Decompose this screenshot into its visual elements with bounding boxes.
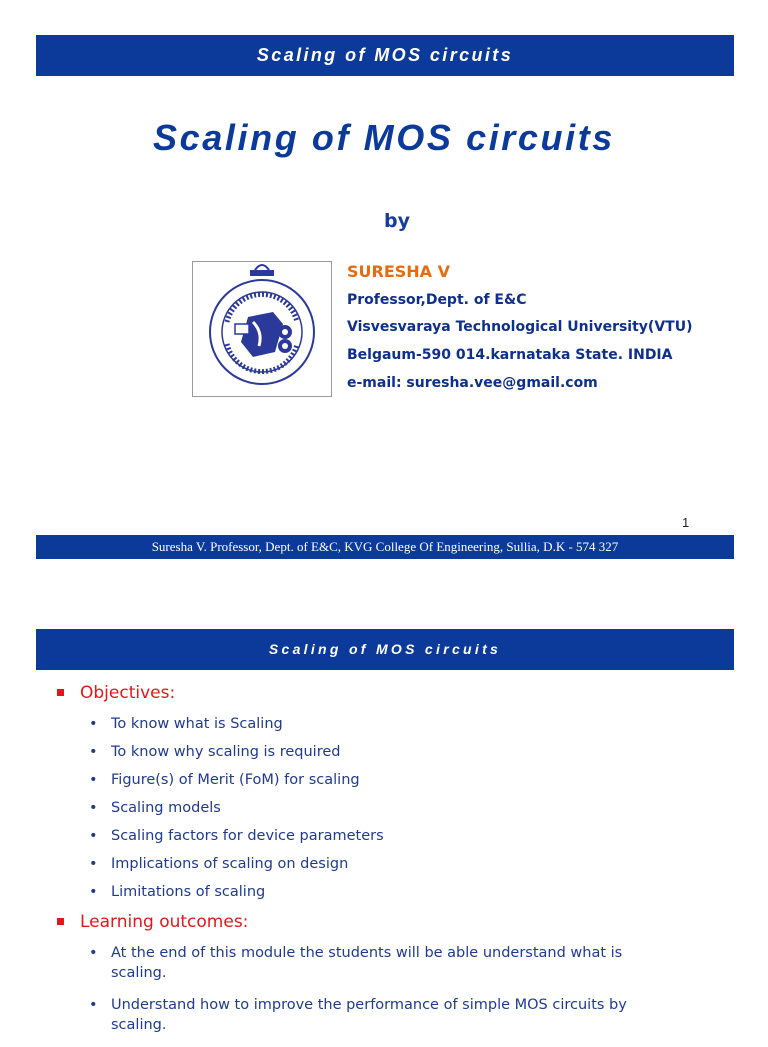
round-dot-bullet-icon: •: [89, 772, 98, 788]
list-item: • Scaling models: [89, 800, 221, 816]
round-dot-bullet-icon: •: [89, 716, 98, 732]
list-item: • Understand how to improve the performance of simple MOS circuits by scaling.: [89, 997, 627, 1033]
author-email[interactable]: e-mail: suresha.vee@gmail.com: [347, 375, 598, 391]
list-item: • To know why scaling is required: [89, 744, 341, 760]
slide-footer: Suresha V. Professor, Dept. of E&C, KVG College Of Engineering, Sullia, D.K - 574 327: [36, 535, 734, 559]
page-number: 1: [682, 515, 690, 530]
round-dot-bullet-icon: •: [89, 828, 98, 844]
list-item: • At the end of this module the students will be able understand what is scaling.: [89, 945, 623, 981]
round-dot-bullet-icon: •: [89, 800, 98, 816]
slide2-banner: Scaling of MOS circuits: [36, 629, 734, 670]
objectives-list: [89, 714, 384, 910]
list-item: • Implications of scaling on design: [89, 856, 349, 872]
outcomes-list: [89, 943, 627, 1047]
slide-title: Scaling of MOS circuits: [153, 117, 615, 158]
round-dot-bullet-icon: •: [89, 744, 98, 760]
author-position: Professor,Dept. of E&C: [347, 292, 527, 308]
objectives-heading: Objectives:: [80, 683, 176, 703]
list-item: • Limitations of scaling: [89, 884, 266, 900]
slide1-banner: Scaling of MOS circuits: [36, 35, 734, 76]
outcomes-heading: Learning outcomes:: [80, 912, 249, 932]
author-name: SURESHA V: [347, 262, 451, 281]
list-item: • Figure(s) of Merit (FoM) for scaling: [89, 772, 360, 788]
author-university: Visvesvaraya Technological University(VTU): [347, 319, 693, 335]
list-item: • Scaling factors for device parameters: [89, 828, 384, 844]
round-dot-bullet-icon: •: [89, 856, 98, 872]
by-label: by: [384, 210, 410, 232]
round-dot-bullet-icon: •: [89, 884, 98, 900]
red-square-bullet-icon: [57, 918, 64, 925]
round-dot-bullet-icon: •: [89, 997, 98, 1013]
round-dot-bullet-icon: •: [89, 945, 98, 961]
author-address: Belgaum-590 014.karnataka State. INDIA: [347, 347, 673, 363]
red-square-bullet-icon: [57, 689, 64, 696]
logo-icon: [193, 262, 331, 396]
list-item: • To know what is Scaling: [89, 716, 283, 732]
vtu-seal-logo: [192, 261, 332, 397]
